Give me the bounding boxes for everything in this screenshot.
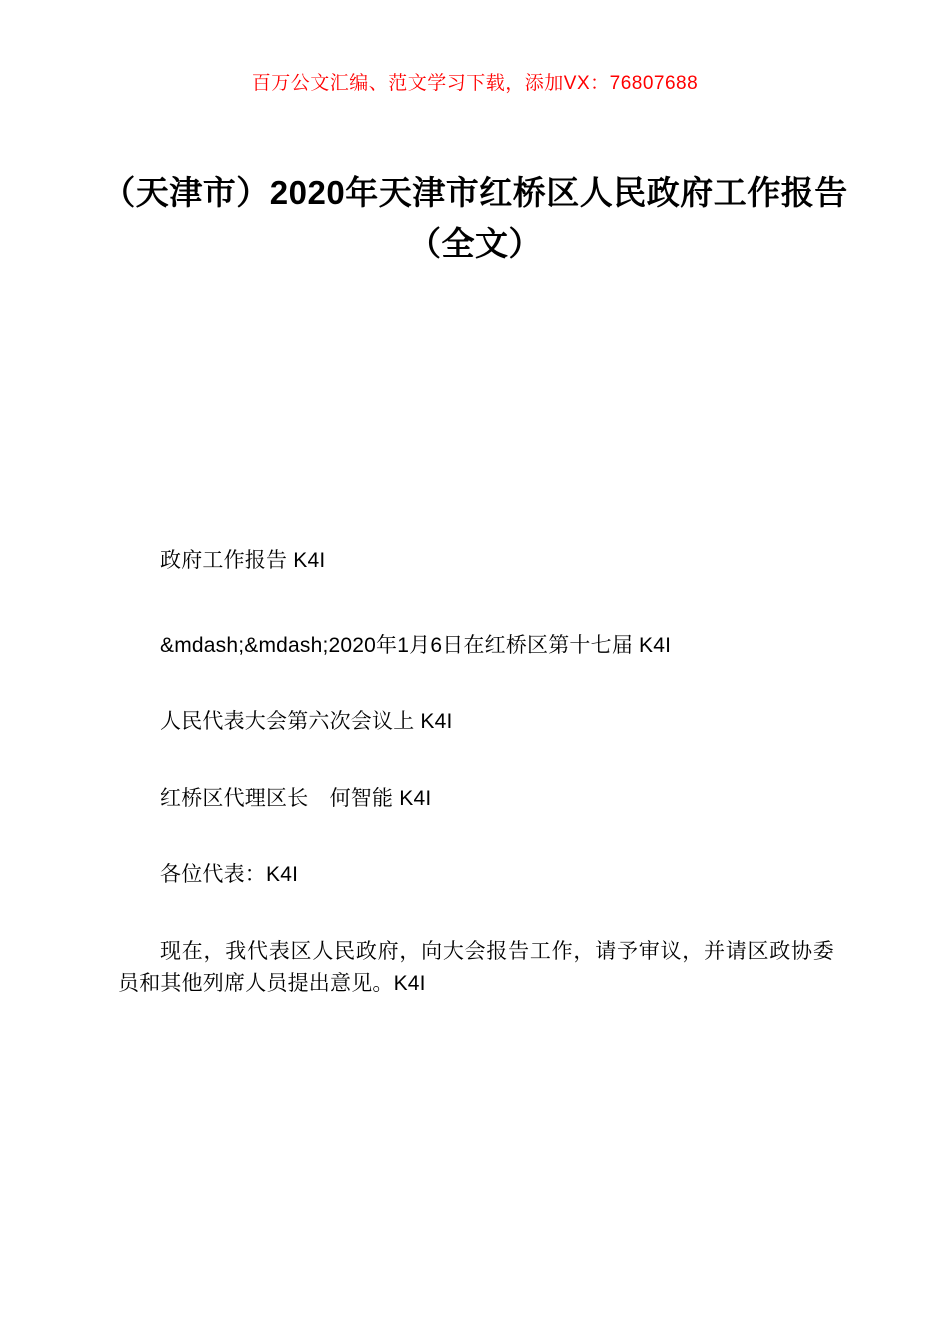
paragraph-date-session: &mdash;&mdash;2020年1月6日在红桥区第十七届 K4I [160, 633, 672, 657]
watermark-promo-text: 百万公文汇编、范文学习下载，添加VX：76807688 [251, 73, 699, 94]
paragraph-report-heading: 政府工作报告 K4I [160, 549, 326, 572]
paragraph-congress-session: 人民代表大会第六次会议上 K4I [160, 710, 453, 734]
document-body [118, 545, 834, 1001]
paragraph-salutation: 各位代表：K4I [160, 863, 299, 887]
paragraph-opening-statement: 现在，我代表区人民政府，向大会报告工作，请予审议，并请区政协委员和其他列席人员提出意见。K4I [118, 939, 834, 996]
page-title: （天津市）2020年天津市红桥区人民政府工作报告（全文） [102, 174, 848, 263]
paragraph-speaker: 红桥区代理区长 何智能 K4I [160, 786, 432, 810]
